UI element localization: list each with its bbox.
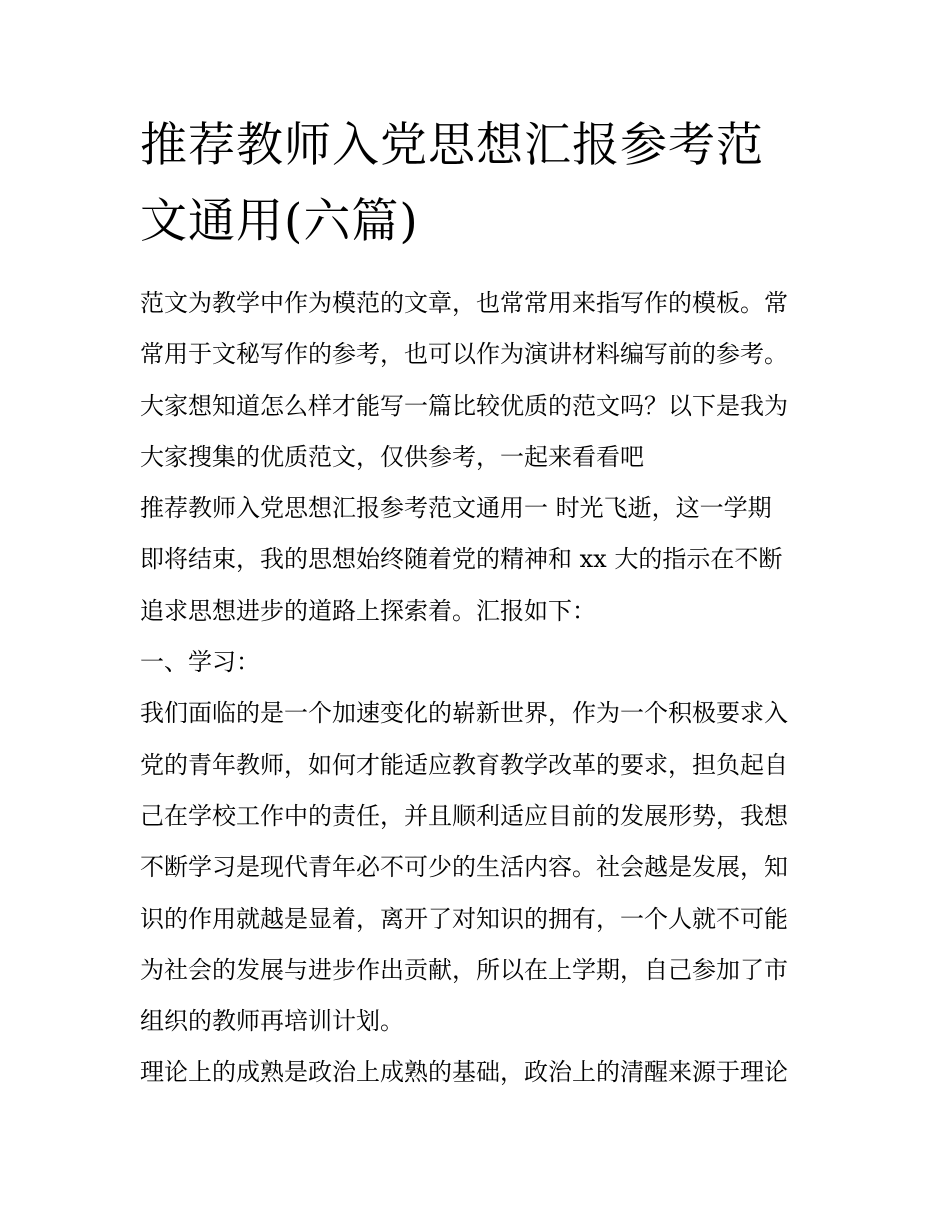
body-line: 党的青年教师，如何才能适应教育教学改革的要求，担负起自 [140, 750, 788, 779]
body-line: 大家想知道怎么样才能写一篇比较优质的范文吗？以下是我为 [140, 391, 788, 420]
section-heading: 一、学习： [140, 648, 260, 677]
body-line: 理论上的成熟是政治上成熟的基础，政治上的清醒来源于理论 [140, 1058, 788, 1087]
body-line: 大家搜集的优质范文，仅供参考，一起来看看吧 [140, 442, 644, 471]
body-line: 我们面临的是一个加速变化的崭新世界，作为一个积极要求入 [140, 699, 788, 728]
body-line: 范文为教学中作为模范的文章，也常常用来指写作的模板。常 [140, 289, 788, 317]
body-line: 追求思想进步的道路上探索着。汇报如下： [140, 596, 596, 625]
document-title [140, 108, 820, 260]
body-line: 己在学校工作中的责任，并且顺利适应目前的发展形势，我想 [140, 801, 788, 830]
body-line: 即将结束，我的思想始终随着党的精神和 xx 大的指示在不断 [140, 545, 783, 574]
body-line: 为社会的发展与进步作出贡献，所以在上学期，自己参加了市 [140, 955, 788, 984]
body-line: 推荐教师入党思想汇报参考范文通用一 时光飞逝，这一学期 [140, 494, 772, 523]
title-line-1: 推荐教师入党思想汇报参考范 [140, 118, 764, 173]
body-line: 识的作用就越是显着，离开了对知识的拥有，一个人就不可能 [140, 904, 788, 933]
body-line: 组织的教师再培训计划。 [140, 1007, 404, 1036]
title-line-2: 文通用(六篇) [140, 194, 419, 249]
body-line: 常用于文秘写作的参考，也可以作为演讲材料编写前的参考。 [140, 340, 788, 369]
body-line: 不断学习是现代青年必不可少的生活内容。社会越是发展，知 [140, 853, 788, 882]
document-body [140, 278, 820, 1099]
